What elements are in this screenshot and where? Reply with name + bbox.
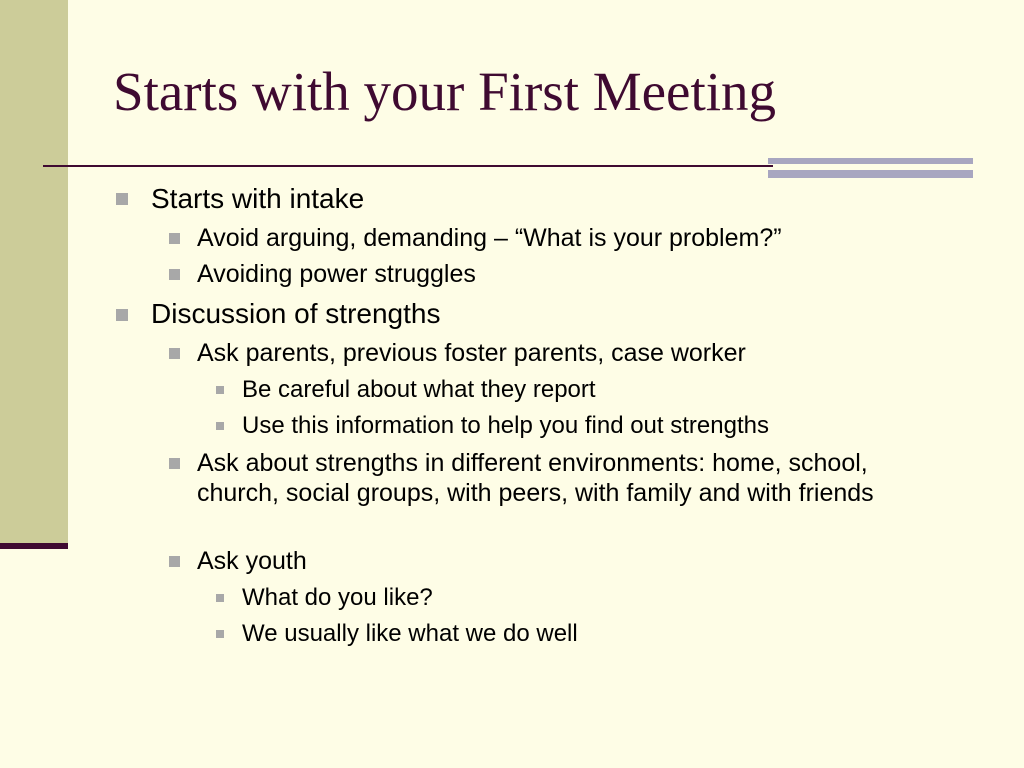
list-item-text: Ask parents, previous foster parents, case worker bbox=[197, 339, 746, 367]
square-bullet-icon bbox=[169, 458, 180, 469]
square-bullet-icon bbox=[216, 594, 224, 602]
square-bullet-icon bbox=[169, 233, 180, 244]
list-item-text: Avoiding power struggles bbox=[197, 260, 476, 288]
list-item-text: Use this information to help you find out strengths bbox=[242, 412, 769, 439]
list-item-text: What do you like? bbox=[242, 584, 433, 611]
list-item-text: Ask youth bbox=[197, 547, 307, 575]
list-item-text: Starts with intake bbox=[151, 183, 365, 214]
square-bullet-icon bbox=[216, 630, 224, 638]
list-item-text: We usually like what we do well bbox=[242, 620, 578, 647]
list-item-text: Be careful about what they report bbox=[242, 376, 596, 403]
square-bullet-icon bbox=[169, 556, 180, 567]
list-item-text: Discussion of strengths bbox=[151, 298, 441, 329]
list-item-text: Avoid arguing, demanding – “What is your problem?” bbox=[197, 224, 782, 252]
list-item-text: Ask about strengths in different environments: home, school, church, social groups, with peers, with family and with friends bbox=[197, 449, 874, 507]
square-bullet-icon bbox=[216, 386, 224, 394]
square-bullet-icon bbox=[116, 309, 128, 321]
square-bullet-icon bbox=[169, 348, 180, 359]
square-bullet-icon bbox=[169, 269, 180, 280]
square-bullet-icon bbox=[216, 422, 224, 430]
slide-title: Starts with your First Meeting bbox=[113, 61, 777, 122]
square-bullet-icon bbox=[116, 193, 128, 205]
